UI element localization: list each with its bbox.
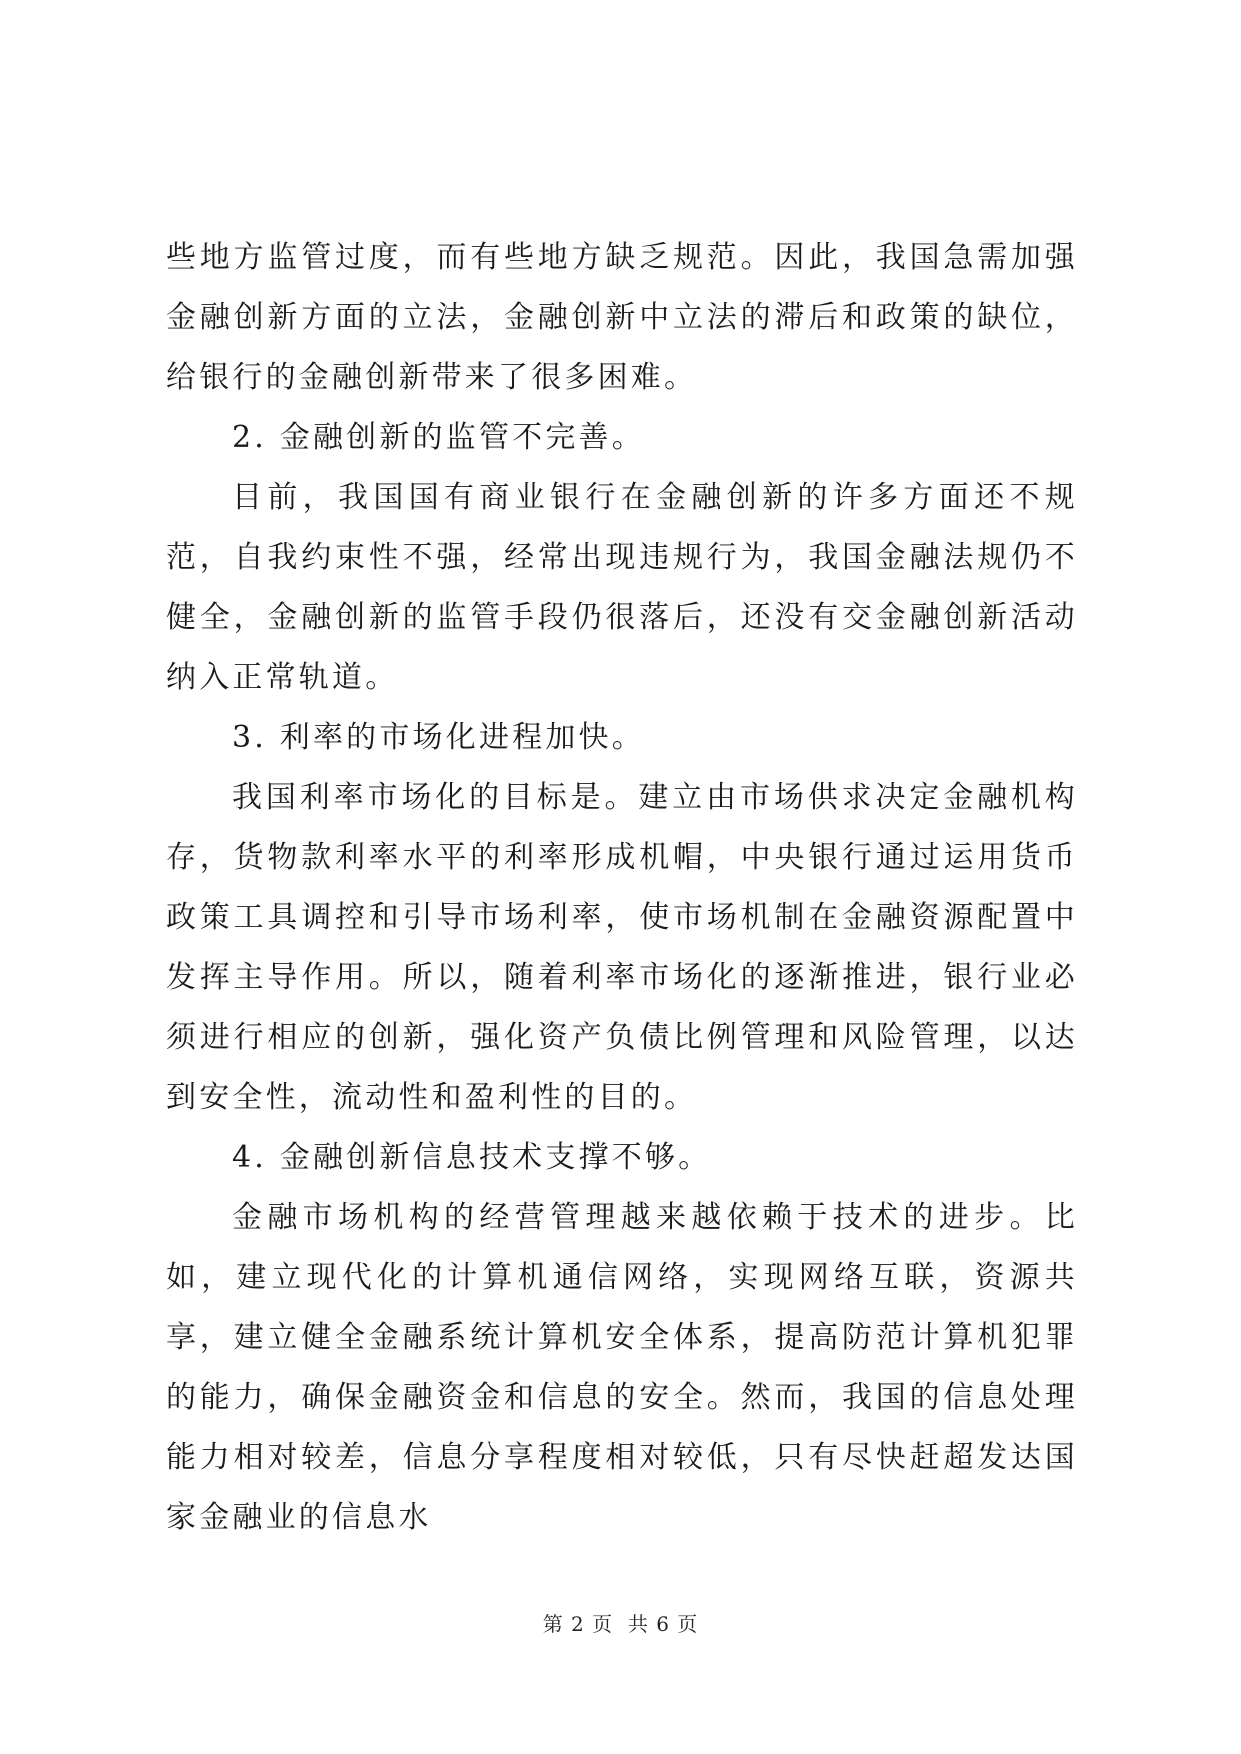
- paragraph-interest-rate: 我国利率市场化的目标是。建立由市场供求决定金融机构存，货物款利率水平的利率形成机帽，中央银行通过运用货币政策工具调控和引导市场利率，使市场机制在金融资源配置中发挥主导作用。所以，随着利率市场化的逐渐推进，银行业必须进行相应的创新，强化资产负债比例管理和风险管理，以达到安全性，流动性和盈利性的目的。: [166, 780, 1078, 1115]
- document-body: [166, 228, 1078, 1548]
- section-heading-2: 2. 金融创新的监管不完善。: [232, 420, 645, 455]
- section-heading-3: 3. 利率的市场化进程加快。: [232, 720, 645, 755]
- page-footer: [0, 1608, 1241, 1637]
- section-heading-4: 4. 金融创新信息技术支撑不够。: [232, 1140, 712, 1175]
- paragraph-continuation: 些地方监管过度，而有些地方缺乏规范。因此，我国急需加强金融创新方面的立法，金融创新中立法的滞后和政策的缺位，给银行的金融创新带来了很多困难。: [166, 240, 1078, 395]
- paragraph-information-technology: 金融市场机构的经营管理越来越依赖于技术的进步。比如，建立现代化的计算机通信网络，实现网络互联，资源共享，建立健全金融系统计算机安全体系，提高防范计算机犯罪的能力，确保金融资金和信息的安全。然而，我国的信息处理能力相对较差，信息分享程度相对较低，只有尽快赶超发达国家金融业的信息水: [166, 1200, 1078, 1535]
- paragraph-supervision: 目前，我国国有商业银行在金融创新的许多方面还不规范，自我约束性不强，经常出现违规行为，我国金融法规仍不健全，金融创新的监管手段仍很落后，还没有交金融创新活动纳入正常轨道。: [166, 480, 1078, 695]
- page-number-label: 第 2 页 共 6 页: [542, 1612, 699, 1636]
